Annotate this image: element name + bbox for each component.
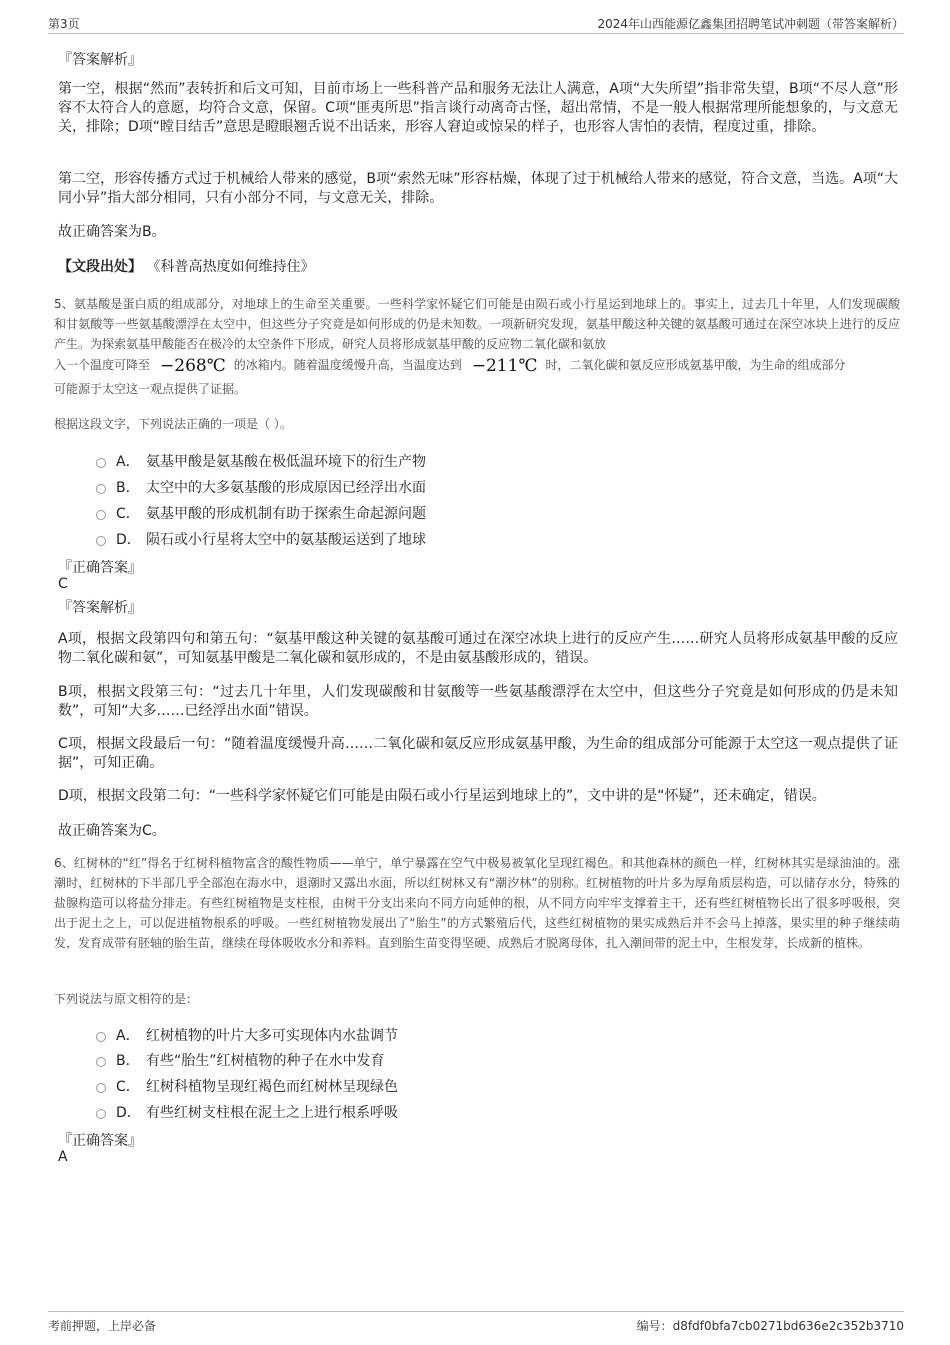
- option-letter: D．: [116, 532, 141, 548]
- q5-option-d[interactable]: [96, 529, 426, 549]
- option-text: 太空中的大多氨基酸的形成原因已经浮出水面: [146, 480, 426, 496]
- option-text: 氨基甲酸的形成机制有助于探索生命起源问题: [146, 506, 426, 522]
- document-code: 编号：d8fdf0bfa7cb0271bd636e2c352b3710: [636, 1319, 904, 1333]
- q5-analysis-label: 『答案解析』: [58, 600, 142, 616]
- q6-option-c[interactable]: [96, 1076, 398, 1096]
- option-letter: D．: [116, 1105, 141, 1121]
- q6-question: 下列说法与原文相符的是：: [54, 992, 199, 1006]
- q4-conclusion: 故正确答案为B。: [58, 224, 166, 240]
- option-letter: B．: [116, 1053, 140, 1069]
- q6-answer-label: 『正确答案』: [58, 1133, 142, 1149]
- page-header: [48, 13, 904, 34]
- q4-analysis-paragraph-1: 第一空，根据“然而”表转折和后文可知，目前市场上一些科普产品和服务无法让人满意，A项“大失所望”指非常失望，B项“不尽人意”形容不太符合人的意愿，均符合文意，保留。C项“匪夷所思”指言谈行动离奇古怪，超出常情，不是一般人根据常理所能想象的，与文意无关，排除；D项“瞠目结舌”意思是瞪眼翘舌说不出话来，形容人窘迫或惊呆的样子，也形容人害怕的表情，程度过重，排除。: [58, 81, 898, 135]
- temperature-value-2: −211℃: [471, 356, 538, 376]
- radio-icon[interactable]: [96, 1057, 106, 1067]
- q6-option-b[interactable]: [96, 1050, 385, 1070]
- radio-icon[interactable]: [96, 536, 106, 546]
- q5-analysis-b: B项，根据文段第三句：“过去几十年里，人们发现碳酸和甘氨酸等一些氨基酸漂浮在太空中，但这些分子究竟是如何形成的仍是未知数”，可知“大多……已经浮出水面”错误。: [58, 684, 898, 719]
- option-letter: C．: [116, 506, 140, 522]
- option-letter: C．: [116, 1079, 140, 1095]
- q4-source: [58, 256, 314, 276]
- q5-line-mid: 的冰箱内。随着温度缓慢升高，当温度达到: [233, 358, 462, 372]
- option-text: 陨石或小行星将太空中的氨基酸运送到了地球: [146, 532, 426, 548]
- radio-icon[interactable]: [96, 1109, 106, 1119]
- q5-question: 根据这段文字，下列说法正确的一项是（ ）。: [54, 417, 292, 431]
- page-number: 第3页: [48, 17, 80, 31]
- q5-passage-part-2: 可能源于太空这一观点提供了证据。: [54, 382, 247, 396]
- q5-option-a[interactable]: [96, 451, 426, 471]
- q5-option-c[interactable]: [96, 503, 426, 523]
- q5-conclusion: 故正确答案为C。: [58, 823, 166, 839]
- option-text: 有些“胎生”红树植物的种子在水中发育: [146, 1053, 385, 1069]
- q4-analysis-label: 『答案解析』: [58, 52, 142, 68]
- option-text: 有些红树支柱根在泥土之上进行根系呼吸: [146, 1105, 398, 1121]
- radio-icon[interactable]: [96, 1083, 106, 1093]
- radio-icon[interactable]: [96, 1032, 106, 1042]
- q5-line-end: 时，二氧化碳和氨反应形成氨基甲酸，为生命的组成部分: [545, 358, 846, 372]
- q4-analysis-paragraph-2: 第二空，形容传播方式过于机械给人带来的感觉，B项“索然无味”形容枯燥，体现了过于机械给人带来的感觉，符合文意，当选。A项“大同小异”指大部分相同，只有小部分不同，与文意无关，排除。: [58, 171, 898, 206]
- q5-analysis-c: C项，根据文段最后一句：“随着温度缓慢升高……二氧化碳和氨反应形成氨基甲酸，为生命的组成部分可能源于太空这一观点提供了证据”，可知正确。: [58, 736, 898, 771]
- q5-answer-label: 『正确答案』: [58, 560, 142, 576]
- radio-icon[interactable]: [96, 458, 106, 468]
- q5-answer: C: [58, 576, 68, 592]
- source-title: 《科普高热度如何维持住》: [146, 259, 315, 275]
- q5-line-start: 入一个温度可降至: [54, 358, 151, 372]
- q5-option-b[interactable]: [96, 477, 426, 497]
- page-footer: [48, 1311, 904, 1334]
- q5-temperature-line: [54, 356, 845, 376]
- radio-icon[interactable]: [96, 510, 106, 520]
- temperature-value-1: −268℃: [160, 356, 226, 376]
- radio-icon[interactable]: [96, 484, 106, 494]
- q6-option-d[interactable]: [96, 1102, 398, 1122]
- option-text: 红树科植物呈现红褐色而红树林呈现绿色: [146, 1079, 398, 1095]
- q5-passage-part-1: 5、氨基酸是蛋白质的组成部分，对地球上的生命至关重要。一些科学家怀疑它们可能是由陨石或小行星运到地球上的。事实上，过去几十年里，人们发现碳酸和甘氨酸等一些氨基酸漂浮在太空中，但这些分子究竟是如何形成的仍是未知数。一项新研究发现，氨基甲酸这种关键的氨基酸可通过在深空冰块上进行的反应产生。为探索氨基甲酸能否在极冷的太空条件下形成，研究人员将形成氨基甲酸的反应物二氧化碳和氨放: [54, 297, 900, 351]
- document-title: 2024年山西能源亿鑫集团招聘笔试冲刺题（带答案解析）: [597, 17, 904, 31]
- q5-analysis-a: A项，根据文段第四句和第五句：“氨基甲酸这种关键的氨基酸可通过在深空冰块上进行的反应产生……研究人员将形成氨基甲酸的反应物二氧化碳和氨”，可知氨基甲酸是二氧化碳和氨形成的，不是由氨基酸形成的，错误。: [58, 631, 898, 666]
- option-letter: B．: [116, 480, 140, 496]
- q6-passage: 6、红树林的“红”得名于红树科植物富含的酸性物质——单宁，单宁暴露在空气中极易被氧化呈现红褐色。和其他森林的颜色一样，红树林其实是绿油油的。涨潮时，红树林的下半部几乎全部泡在海水中，退潮时又露出水面，所以红树林又有“潮汐林”的别称。红树植物的叶片多为厚角质层构造，可以储存水分，特殊的盐腺构造可以将盐分排走。有些红树植物是支柱根，由树干分支出来向不同方向延伸的根，从不同方向牢牢支撑着主干，还有些红树植物长出了很多呼吸根，突出于泥土之上，可以促进植物根系的呼吸。一些红树植物发展出了“胎生”的方式繁殖后代，这些红树植物的果实成熟后并不会马上掉落，果实里的种子继续萌发，发育成带有胚轴的胎生苗，继续在母体吸收水分和养料。直到胎生苗变得坚硬、成熟后才脱离母体，扎入潮间带的泥土中，生根发芽，长成新的植株。: [54, 856, 900, 950]
- option-letter: A．: [116, 454, 140, 470]
- option-text: 氨基甲酸是氨基酸在极低温环境下的衍生产物: [146, 454, 426, 470]
- q6-option-a[interactable]: [96, 1025, 398, 1045]
- source-label: 【文段出处】: [58, 259, 142, 275]
- footer-slogan: 考前押题，上岸必备: [48, 1319, 157, 1333]
- q5-analysis-d: D项，根据文段第二句：“一些科学家怀疑它们可能是由陨石或小行星运到地球上的”，文中讲的是“怀疑”，还未确定，错误。: [58, 788, 826, 804]
- option-letter: A．: [116, 1028, 140, 1044]
- option-text: 红树植物的叶片大多可实现体内水盐调节: [146, 1028, 398, 1044]
- q6-answer: A: [58, 1149, 68, 1165]
